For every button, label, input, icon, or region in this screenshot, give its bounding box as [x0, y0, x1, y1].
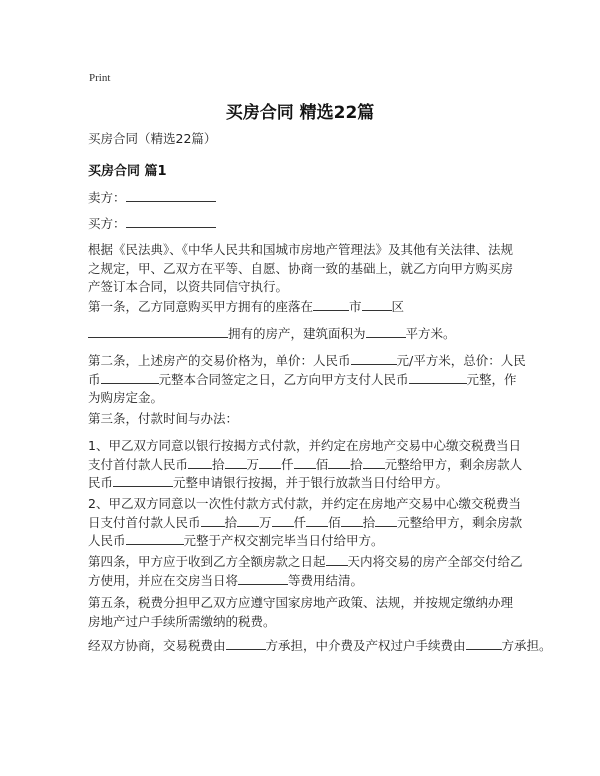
- blank: [237, 514, 259, 527]
- article-4-text: 第四条，甲方应于收到乙方全额房款之日起: [88, 554, 326, 569]
- blank: [306, 514, 328, 527]
- payment-1-end: 元整申请银行按揭，并于银行放款当日付给甲方。: [173, 475, 449, 490]
- blank: [126, 532, 184, 545]
- city-label: 市: [349, 299, 362, 314]
- buyer-blank: [126, 215, 216, 228]
- unit-label: 仟: [293, 514, 307, 530]
- blank: [238, 572, 288, 585]
- area-unit: 平方米。: [405, 326, 456, 341]
- blank: [201, 514, 225, 527]
- blank: [341, 514, 363, 527]
- blank: [328, 456, 350, 469]
- article-4: [88, 553, 528, 590]
- payment-2-rest: 元整给甲方，剩余房款人民币: [88, 514, 523, 548]
- document-subtitle: 买房合同（精选22篇）: [88, 131, 217, 146]
- unit-label: 万: [246, 456, 260, 472]
- blank: [272, 514, 294, 527]
- article-4-end: 等费用结清。: [288, 572, 364, 588]
- blank: [259, 456, 281, 469]
- section-heading: 买房合同 篇1: [88, 164, 167, 179]
- document-title: 买房合同 精选22篇: [225, 103, 375, 123]
- article-5: 第五条，税费分担甲乙双方应遵守国家房地产政策、法规，并按规定缴纳办理房地产过户手续所需缴纳的税费。: [88, 595, 514, 629]
- intro-paragraph: 根据《民法典》、《中华人民共和国城市房地产管理法》及其他有关法律、法规之规定，甲、乙双方在平等、自愿、协商一致的基础上，就乙方向甲方购买房产签订本合同，以资共同信守执行。: [88, 242, 514, 294]
- unit-label: 拾: [362, 514, 376, 530]
- address-blank: [88, 325, 228, 338]
- unit-label: 拾: [224, 514, 238, 530]
- article-1: [88, 298, 404, 317]
- seller-label: 卖方：: [88, 190, 126, 205]
- unit-label: 拾: [212, 456, 225, 472]
- unit-label: 佰: [315, 456, 329, 472]
- seller-line: [88, 189, 216, 208]
- city-blank: [313, 298, 349, 311]
- fee-mid: 方承担，中介费及产权过户手续费由: [265, 638, 466, 653]
- seller-blank: [126, 189, 216, 202]
- print-link[interactable]: Print: [89, 72, 111, 84]
- unit-label: 仟: [281, 456, 294, 472]
- blank: [225, 456, 247, 469]
- total-price-blank: [101, 371, 159, 384]
- article-2: [88, 352, 528, 408]
- fee-end: 方承担。: [501, 638, 552, 653]
- blank: [326, 553, 348, 566]
- article-3: 第三条，付款时间与办法：: [88, 411, 239, 426]
- payment-1-text: 1、甲乙双方同意以银行按揭方式付款，并约定在房地产交易中心缴交税费当日支付首付款人民币: [88, 438, 521, 472]
- blank: [113, 474, 173, 487]
- blank: [226, 637, 266, 650]
- area-blank: [366, 325, 406, 338]
- unit-price-blank: [351, 352, 397, 365]
- deposit-end: 元整，作为购房定金。: [88, 371, 517, 405]
- blank: [294, 456, 316, 469]
- district-label: 区: [391, 299, 405, 314]
- blank: [363, 456, 385, 469]
- payment-2-end: 元整于产权交割完毕当日付给甲方。: [183, 533, 384, 548]
- district-blank: [362, 298, 392, 311]
- unit-label: 万: [259, 514, 272, 530]
- unit-label: 拾: [350, 456, 363, 472]
- payment-2-text: 2、甲乙双方同意以一次性付款方式付款，并约定在房地产交易中心缴交税费当日支付首付款人民币: [88, 496, 521, 530]
- article-1-text: 第一条，乙方同意购买甲方拥有的座落在: [88, 299, 314, 314]
- buyer-line: [88, 215, 216, 234]
- deposit-text: 元整本合同签定之日，乙方向甲方支付人民币: [158, 371, 409, 387]
- deposit-blank: [409, 371, 467, 384]
- payment-option-2: [88, 495, 528, 551]
- blank: [375, 514, 397, 527]
- payment-1-rest: 元整给甲方，剩余房款人民币: [88, 456, 523, 490]
- total-price-text: 元/平方米，总价：人民币: [88, 353, 526, 387]
- blank: [466, 637, 502, 650]
- area-text: 拥有的房产，建筑面积为: [228, 326, 366, 341]
- payment-option-1: [88, 437, 528, 493]
- article-2-text: 第二条，上述房产的交易价格为，单价：人民币: [88, 353, 351, 368]
- unit-label: 佰: [328, 514, 341, 530]
- fee-text: 经双方协商，交易税费由: [88, 638, 226, 653]
- article-1-area: [88, 325, 456, 344]
- buyer-label: 买方：: [88, 216, 126, 231]
- fee-paragraph: [88, 637, 552, 656]
- article-4-mid: 天内将交易的房产全部交付给乙方使用，并应在交房当日将: [88, 554, 523, 588]
- blank: [188, 456, 212, 469]
